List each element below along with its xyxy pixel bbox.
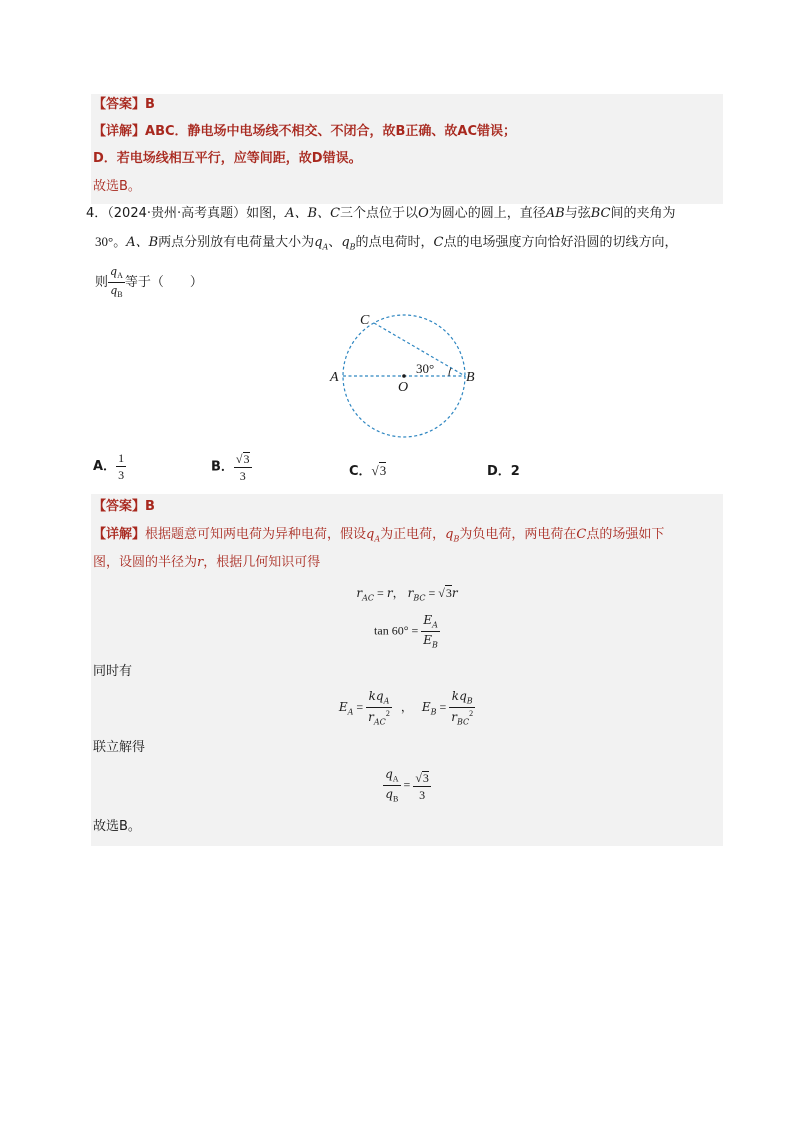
q4-charge-a: q <box>314 235 323 250</box>
q4-ratio-fraction <box>108 266 125 299</box>
eq4-num: q <box>385 767 393 781</box>
q4-option-c[interactable]: C．√3 <box>349 463 387 479</box>
q4-stem-text: 的点电荷时， <box>355 235 434 250</box>
eq1-rhs-r2: r <box>451 586 458 600</box>
q3-answer-line <box>93 95 155 115</box>
q4-segment-bc: BC <box>590 206 611 221</box>
eq2-left: tan 60° = <box>374 623 419 638</box>
q4-source: （2024·贵州·高考真题） <box>107 206 247 221</box>
option-a-fraction <box>116 452 126 481</box>
figure-label-b: B <box>466 370 475 385</box>
option-a-num: 1 <box>118 451 125 465</box>
option-a-label: A． <box>93 459 117 474</box>
q3-detail-tag: 【详解】 <box>93 124 146 139</box>
q4-sep: 、 <box>328 235 342 250</box>
figure-angle-arc <box>449 368 451 376</box>
q4-stem-text: 两点分别放有电荷量大小为 <box>158 235 315 250</box>
frac-num: q <box>110 265 118 278</box>
q4-detail-line-1 <box>93 525 664 550</box>
eq3-comma: ， <box>400 700 413 715</box>
eq3-exp2: 2 <box>469 709 474 719</box>
eq3-equals-1: = <box>356 700 364 715</box>
eq1-comma: ， <box>392 586 405 600</box>
eq3-den2: r <box>451 710 458 725</box>
q4-answer-value: B <box>145 499 155 514</box>
eq1-sqrt: 3 <box>445 586 452 600</box>
figure-label-c: C <box>360 313 370 328</box>
eq1-r: r <box>356 586 363 600</box>
option-a-den: 3 <box>118 468 125 482</box>
eq1-r-sub: AC <box>362 593 375 603</box>
eq2-num: E <box>423 613 433 627</box>
q3-answer-tag: 【答案】 <box>93 97 146 112</box>
q4-stem-text: 如图， <box>246 206 286 221</box>
q4-option-b[interactable] <box>211 452 252 482</box>
q4-stem-text: 间的夹角为 <box>610 206 676 221</box>
option-b-den: 3 <box>239 469 246 483</box>
figure-label-angle: 30° <box>416 361 435 376</box>
frac-den: q <box>110 284 118 298</box>
q4-stem-line-3 <box>95 266 203 300</box>
q4-stem-text: 为圆心的圆上，直径 <box>428 206 546 221</box>
q4-detail-qa: q <box>366 527 375 542</box>
eq3-num2-sub: B <box>466 696 473 706</box>
eq4-num-sub: A <box>392 774 399 784</box>
eq3-exp1: 2 <box>385 709 390 719</box>
q4-answer-tag: 【答案】 <box>93 499 146 514</box>
q4-equation-4 <box>91 768 723 804</box>
q4-stem-text: 与弦 <box>564 206 591 221</box>
eq1-equals-2: = <box>428 586 436 600</box>
q4-circle-figure <box>320 300 490 445</box>
q4-detail-tag: 【详解】 <box>93 527 146 542</box>
eq4-lhs-fraction <box>383 768 400 804</box>
eq1-equals: = <box>377 586 384 600</box>
eq3-den2-sub: BC <box>457 717 470 727</box>
q4-detail-text: 为负电荷，两电荷在 <box>459 527 577 542</box>
figure-center-dot <box>402 374 406 378</box>
option-c-label: C． <box>349 464 372 479</box>
q4-stem-text: 。 <box>113 235 127 250</box>
q4-option-a[interactable] <box>93 452 126 481</box>
eq3-fraction-2 <box>449 690 475 727</box>
eq3-num2: kq <box>451 689 467 703</box>
q3-detail-line-1 <box>93 122 516 142</box>
option-b-fraction: $\frac{√3}{3}$ <box>235 452 250 483</box>
eq1-r2: r <box>407 586 414 600</box>
q4-conclusion: 故选B。 <box>93 819 141 834</box>
q4-detail-text: 点的场强如下 <box>586 527 665 542</box>
eq3-ea-sub: A <box>347 707 354 717</box>
q4-charge-b-sub: B <box>349 242 356 252</box>
eq2-den: E <box>423 633 433 648</box>
q4-equation-3 <box>91 690 723 727</box>
q4-detail-qb-sub: B <box>453 534 460 544</box>
q4-detail-r: r <box>197 555 204 570</box>
q4-points-abc: A、B、C <box>285 206 341 221</box>
q4-stem-line-2 <box>95 232 678 258</box>
eq4-den: q <box>385 787 393 802</box>
figure-label-o: O <box>398 380 409 395</box>
eq3-equals-2: = <box>439 700 447 715</box>
eq3-ea: E <box>338 700 348 715</box>
option-b-label: B． <box>211 459 234 475</box>
q4-detail-qa-sub: A <box>374 534 381 544</box>
q3-conclusion: 故选B。 <box>93 179 141 194</box>
eq4-rhs-fraction: $\frac{√3}{3}$ <box>415 770 429 802</box>
q4-number: 4． <box>86 206 108 221</box>
q4-answer-line <box>93 497 155 517</box>
figure-label-a: A <box>330 370 339 385</box>
q3-detail-line-2: D．若电场线相互平行，应等间距，故D错误。 <box>93 151 362 166</box>
q4-point-c: C <box>433 235 444 250</box>
eq3-eb: E <box>421 700 431 715</box>
q4-detail-line-2 <box>93 553 320 573</box>
eq2-num-sub: A <box>432 620 438 630</box>
eq3-den1-sub: AC <box>373 717 386 727</box>
q4-detail-text: ，根据几何知识可得 <box>203 555 321 570</box>
q4-combine-text: 联立解得 <box>93 740 146 755</box>
eq4-rhs-num: 3 <box>422 770 429 785</box>
eq3-den1: r <box>368 710 374 725</box>
q4-option-d[interactable] <box>487 460 520 479</box>
q4-stem-text: 点的电场强度方向恰好沿圆的切线方向， <box>443 235 678 250</box>
eq4-den-sub: B <box>392 794 399 804</box>
q4-stem-line-1 <box>86 204 675 224</box>
q4-stem-text: 等于（ ） <box>124 275 203 291</box>
q4-angle: 30° <box>95 234 114 249</box>
q4-charge-a-sub: A <box>322 242 329 252</box>
eq1-r2-sub: BC <box>413 593 426 603</box>
eq1-rhs-r: r <box>386 586 393 600</box>
q4-charge-b: q <box>341 235 350 250</box>
eq3-num1-sub: A <box>383 696 390 706</box>
q4-segment-ab: AB <box>545 206 565 221</box>
option-b-num: 3 <box>243 452 250 466</box>
q3-answer-value: B <box>145 97 155 112</box>
frac-den-sub: B <box>117 290 123 300</box>
eq4-rhs-den: 3 <box>419 787 426 802</box>
q4-equation-2 <box>91 614 723 650</box>
q4-detail-text: 图，设圆的半径为 <box>93 555 198 570</box>
q4-detail-qb: q <box>445 527 454 542</box>
q4-stem-text: 则 <box>95 275 109 291</box>
q3-detail-text-1: ABC．静电场中电场线不相交、不闭合，故B正确、故AC错误； <box>145 124 517 139</box>
option-c-value: 3 <box>379 463 387 478</box>
q4-detail-text: 为正电荷， <box>380 527 446 542</box>
option-d-value: 2 <box>510 464 520 479</box>
q4-stem-text: 三个点位于以 <box>340 206 419 221</box>
eq2-den-sub: B <box>432 640 438 650</box>
eq3-num1: kq <box>368 689 384 703</box>
eq3-fraction-1 <box>366 690 392 727</box>
q4-detail-c: C <box>576 527 587 542</box>
frac-num-sub: A <box>117 271 123 281</box>
q4-equation-1: $r_{AC} = r$， $r_{BC} = √3r$ <box>356 586 458 603</box>
q4-detail-text: 根据题意可知两电荷为异种电荷，假设 <box>145 527 367 542</box>
q4-simul-text: 同时有 <box>93 664 133 679</box>
eq3-eb-sub: B <box>430 707 437 717</box>
q4-point-o: O <box>418 206 429 221</box>
eq2-fraction <box>421 614 440 650</box>
eq4-equals: = <box>403 777 411 792</box>
option-d-label: D． <box>487 464 511 479</box>
q4-points-ab: A、B <box>126 235 159 250</box>
